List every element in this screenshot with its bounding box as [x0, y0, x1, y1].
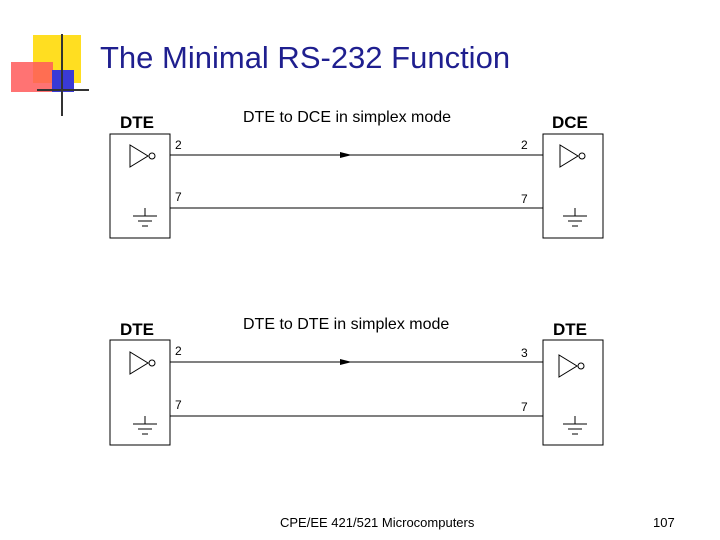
bottom-right-ground-icon: [563, 416, 587, 434]
bottom-signal-pin-right: 3: [521, 346, 528, 360]
top-dce-box: [543, 134, 603, 238]
page-number: 107: [653, 515, 675, 530]
top-left-ground-icon: [133, 208, 157, 226]
slide-title: The Minimal RS-232 Function: [100, 40, 511, 75]
bottom-signal-pin-left: 2: [175, 344, 182, 358]
bottom-left-device-label: DTE: [120, 320, 154, 339]
top-right-device-label: DCE: [552, 113, 588, 132]
bottom-ground-pin-left: 7: [175, 398, 182, 412]
top-right-ground-icon: [563, 208, 587, 226]
footer-text: CPE/EE 421/521 Microcomputers: [280, 515, 475, 530]
top-arrow-icon: [340, 152, 352, 158]
top-signal-pin-left: 2: [175, 138, 182, 152]
bottom-ground-pin-right: 7: [521, 400, 528, 414]
bottom-left-ground-icon: [133, 416, 157, 434]
top-driver-icon: [130, 145, 148, 167]
top-ground-pin-left: 7: [175, 190, 182, 204]
top-receiver-icon: [560, 145, 578, 167]
top-left-device-label: DTE: [120, 113, 154, 132]
bottom-mode-label: DTE to DTE in simplex mode: [243, 316, 450, 333]
bottom-receiver-icon: [559, 355, 577, 377]
top-mode-label: DTE to DCE in simplex mode: [243, 109, 452, 126]
top-ground-pin-right: 7: [521, 192, 528, 206]
top-signal-pin-right: 2: [521, 138, 528, 152]
bottom-right-device-label: DTE: [553, 320, 587, 339]
bottom-arrow-icon: [340, 359, 352, 365]
top-dte-box: [110, 134, 170, 238]
bottom-driver-icon: [130, 352, 148, 374]
